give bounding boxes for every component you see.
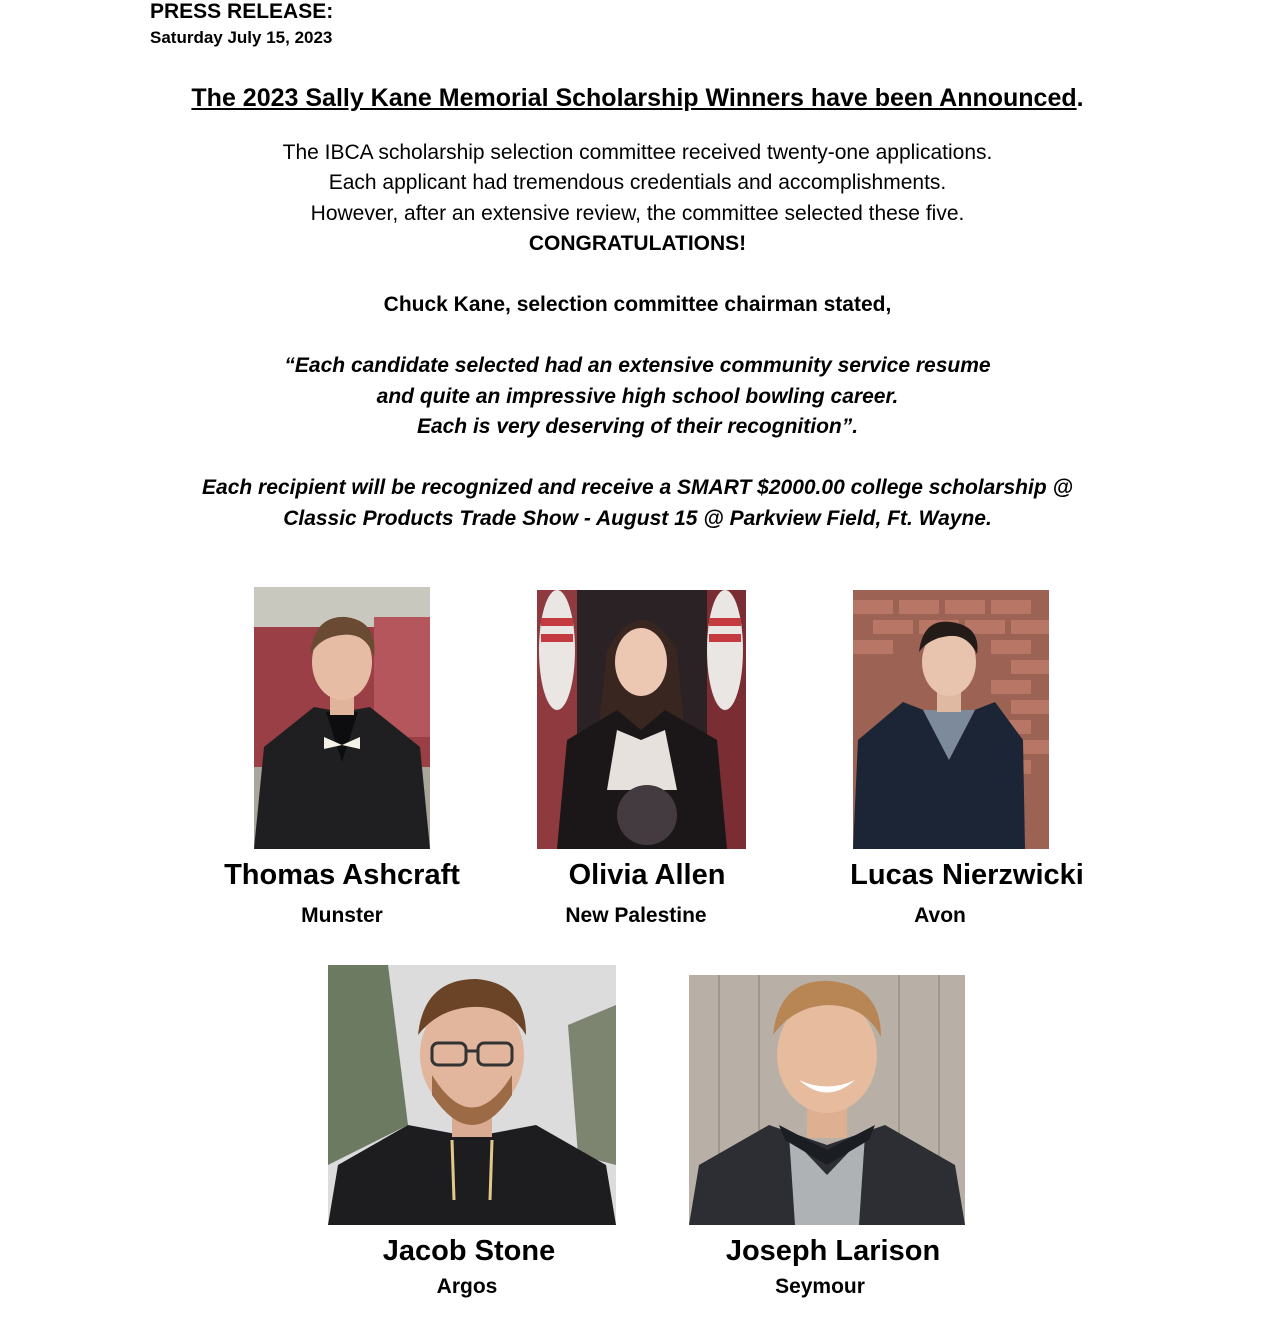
winner-name: Joseph Larison <box>725 1235 941 1267</box>
quote-line-1: “Each candidate selected had an extensive community service resume <box>284 354 991 377</box>
congratulations: CONGRATULATIONS! <box>528 232 747 255</box>
winner-photo-thomas-ashcraft <box>254 587 430 849</box>
headline-period: . <box>1076 84 1084 112</box>
headline-text: The 2023 Sally Kane Memorial Scholarship Winners have been Announced <box>191 84 1077 112</box>
intro-line-3: However, after an extensive review, the committee selected these five. <box>310 202 965 225</box>
winner-photo-joseph-larison <box>689 975 965 1225</box>
winner-town: Argos <box>436 1275 498 1298</box>
winner-photo-jacob-stone <box>328 965 616 1225</box>
winner-photo-olivia-allen <box>537 590 746 849</box>
intro-line-2: Each applicant had tremendous credentials and accomplishments. <box>328 171 947 194</box>
winner-town: Munster <box>301 904 383 927</box>
quote-attribution: Chuck Kane, selection committee chairman stated, <box>383 293 892 316</box>
winner-town: Avon <box>914 904 966 927</box>
winner-name: Lucas Nierzwicki <box>850 859 1084 891</box>
winner-name: Thomas Ashcraft <box>224 859 460 891</box>
winner-town: New Palestine <box>565 904 707 927</box>
winner-name: Jacob Stone <box>382 1235 556 1267</box>
winner-town: Seymour <box>775 1275 865 1298</box>
quote-line-3: Each is very deserving of their recognition”. <box>416 415 859 438</box>
award-line-2: Classic Products Trade Show - August 15 @ Parkview Field, Ft. Wayne. <box>283 507 992 530</box>
press-release-label: PRESS RELEASE: <box>150 0 334 23</box>
winner-name: Olivia Allen <box>568 859 726 891</box>
winner-photo-lucas-nierzwicki <box>853 590 1049 849</box>
release-date: Saturday July 15, 2023 <box>150 28 333 47</box>
award-line-1: Each recipient will be recognized and receive a SMART $2000.00 college scholarship @ <box>202 476 1073 499</box>
quote-line-2: and quite an impressive high school bowling career. <box>376 385 899 408</box>
intro-line-1: The IBCA scholarship selection committee received twenty-one applications. <box>282 141 993 164</box>
headline <box>0 84 1275 113</box>
